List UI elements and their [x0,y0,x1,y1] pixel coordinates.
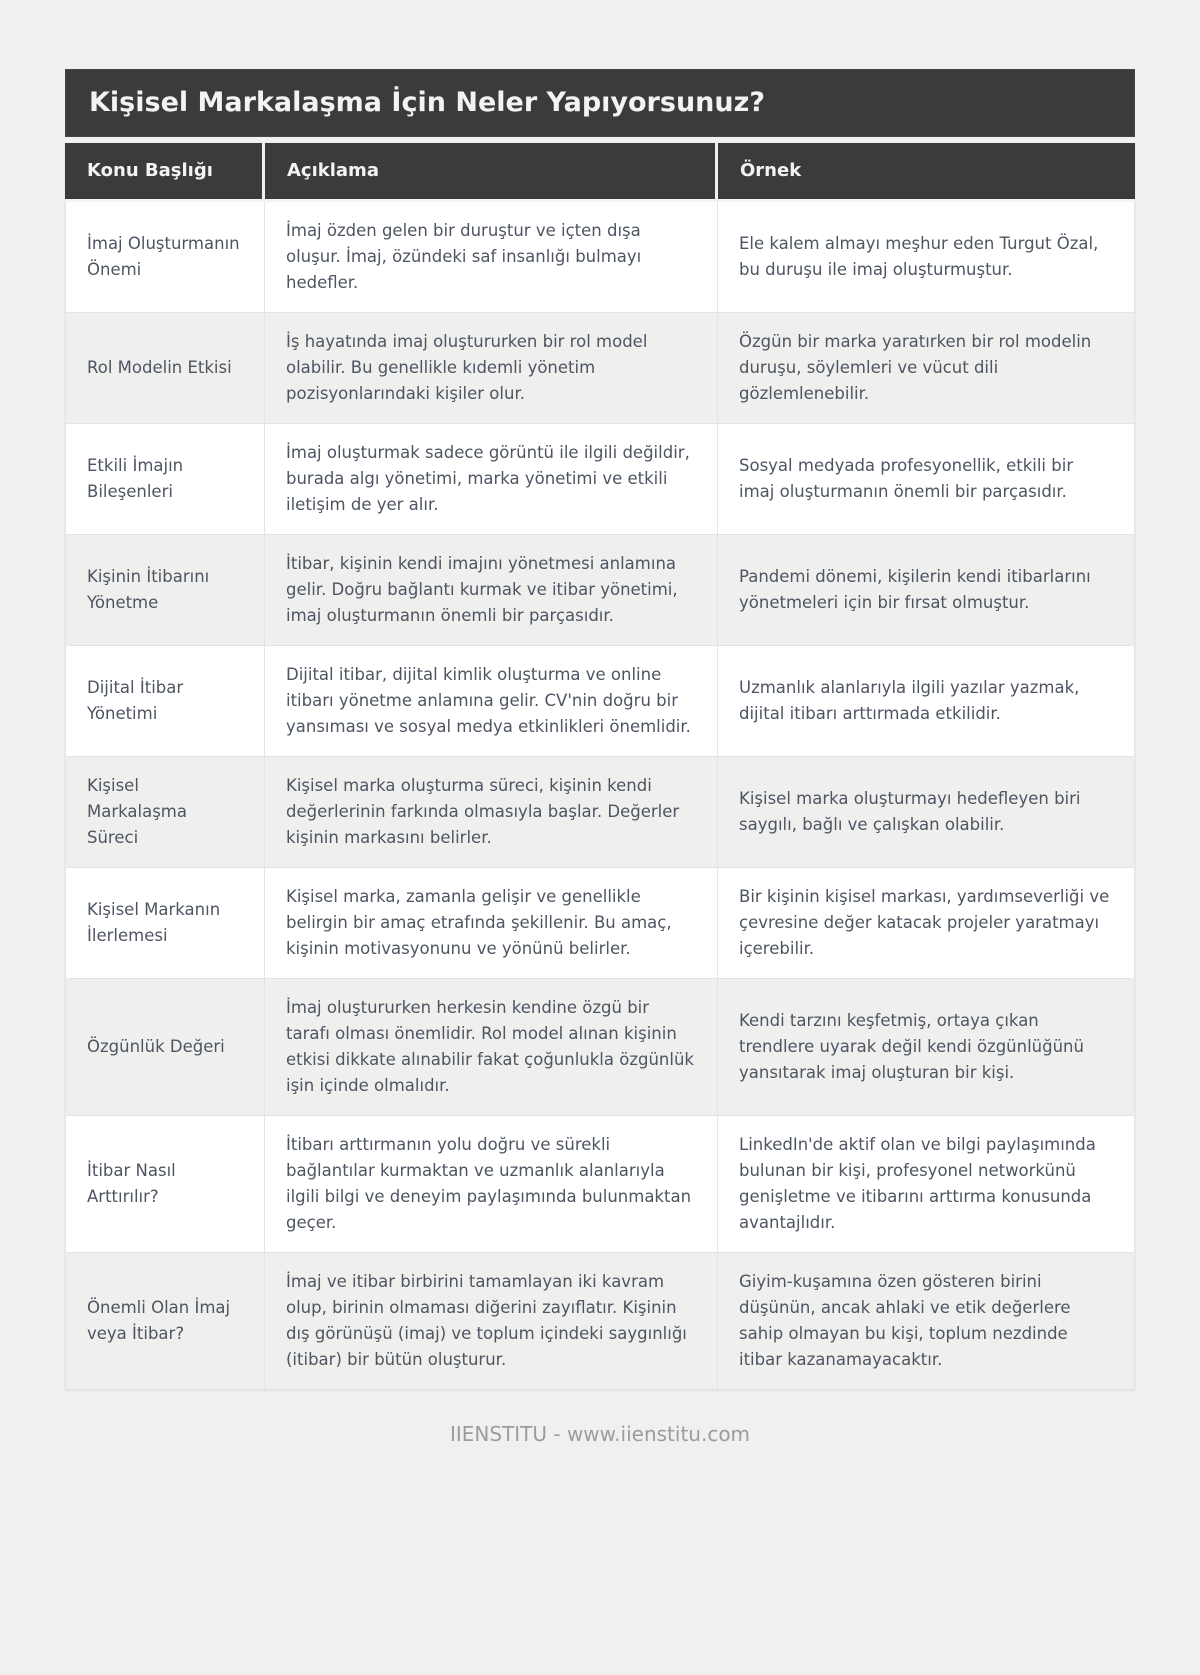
cell-description: Kişisel marka oluşturma süreci, kişinin kendi değerlerinin farkında olmasıyla başlar. Değerler kişinin markasını belirler. [265,757,718,868]
cell-example: Özgün bir marka yaratırken bir rol modelin duruşu, söylemleri ve vücut dili gözlemlenebilir. [718,313,1135,424]
cell-description: İmaj ve itibar birbirini tamamlayan iki kavram olup, birinin olmaması diğerini zayıflatır. Kişinin dış görünüşü (imaj) ve toplum içindeki saygınlığı (itibar) bir bütün oluşturur. [265,1253,718,1390]
cell-example: Ele kalem almayı meşhur eden Turgut Özal, bu duruşu ile imaj oluşturmuştur. [718,202,1135,313]
table-body [65,202,1135,1390]
table-header-row [65,143,1135,202]
cell-topic: Kişisel Markanın İlerlemesi [65,868,265,979]
cell-example: Uzmanlık alanlarıyla ilgili yazılar yazmak, dijital itibarı arttırmada etkilidir. [718,646,1135,757]
cell-description: İmaj oluştururken herkesin kendine özgü bir tarafı olması önemlidir. Rol model alınan kişinin etkisi dikkate alınabilir fakat çoğunlukla özgünlük işin içinde olmalıdır. [265,979,718,1116]
cell-example: Sosyal medyada profesyonellik, etkili bir imaj oluşturmanın önemli bir parçasıdır. [718,424,1135,535]
column-header-description: Açıklama [265,143,718,202]
cell-description: İmaj oluşturmak sadece görüntü ile ilgili değildir, burada algı yönetimi, marka yönetimi ve etkili iletişim de yer alır. [265,424,718,535]
table-row [65,202,1135,313]
cell-example: LinkedIn'de aktif olan ve bilgi paylaşımında bulunan bir kişi, profesyonel networkünü genişletme ve itibarını arttırma konusunda avantajlıdır. [718,1116,1135,1253]
cell-example: Pandemi dönemi, kişilerin kendi itibarlarını yönetmeleri için bir fırsat olmuştur. [718,535,1135,646]
footer-text: IIENSTITU - www.iienstitu.com [449,1422,751,1446]
cell-example: Giyim-kuşamına özen gösteren birini düşünün, ancak ahlaki ve etik değerlere sahip olmayan bu kişi, toplum nezdinde itibar kazanamayacaktır. [718,1253,1135,1390]
cell-topic: Rol Modelin Etkisi [65,313,265,424]
table-row [65,1116,1135,1253]
table-row [65,646,1135,757]
table-row [65,535,1135,646]
cell-example: Kişisel marka oluşturmayı hedefleyen biri saygılı, bağlı ve çalışkan olabilir. [718,757,1135,868]
page-title: Kişisel Markalaşma İçin Neler Yapıyorsunuz? [65,69,1135,137]
cell-topic: İmaj Oluşturmanın Önemi [65,202,265,313]
column-header-example: Örnek [718,143,1135,202]
table-row [65,868,1135,979]
branding-table [65,143,1135,1390]
cell-description: İtibar, kişinin kendi imajını yönetmesi anlamına gelir. Doğru bağlantı kurmak ve itibar yönetimi, imaj oluşturmanın önemli bir parçasıdır. [265,535,718,646]
cell-topic: Kişisel Markalaşma Süreci [65,757,265,868]
table-row [65,424,1135,535]
table-row [65,1253,1135,1390]
cell-topic: Özgünlük Değeri [65,979,265,1116]
cell-description: İş hayatında imaj oluştururken bir rol model olabilir. Bu genellikle kıdemli yönetim pozisyonlarındaki kişiler olur. [265,313,718,424]
table-row [65,313,1135,424]
cell-topic: Kişinin İtibarını Yönetme [65,535,265,646]
cell-topic: Dijital İtibar Yönetimi [65,646,265,757]
cell-topic: Etkili İmajın Bileşenleri [65,424,265,535]
table-row [65,757,1135,868]
cell-description: Kişisel marka, zamanla gelişir ve genellikle belirgin bir amaç etrafında şekillenir. Bu amaç, kişinin motivasyonunu ve yönünü belirler. [265,868,718,979]
cell-topic: Önemli Olan İmaj veya İtibar? [65,1253,265,1390]
cell-example: Kendi tarzını keşfetmiş, ortaya çıkan trendlere uyarak değil kendi özgünlüğünü yansıtarak imaj oluşturan bir kişi. [718,979,1135,1116]
cell-description: İtibarı arttırmanın yolu doğru ve sürekli bağlantılar kurmaktan ve uzmanlık alanlarıyla ilgili bilgi ve deneyim paylaşımında bulunmaktan geçer. [265,1116,718,1253]
branding-table-card [65,0,1135,1486]
table-row [65,979,1135,1116]
cell-example: Bir kişinin kişisel markası, yardımseverliği ve çevresine değer katacak projeler yaratmayı içerebilir. [718,868,1135,979]
cell-topic: İtibar Nasıl Arttırılır? [65,1116,265,1253]
column-header-topic: Konu Başlığı [65,143,265,202]
cell-description: Dijital itibar, dijital kimlik oluşturma ve online itibarı yönetme anlamına gelir. CV'nin doğru bir yansıması ve sosyal medya etkinlikleri önemlidir. [265,646,718,757]
cell-description: İmaj özden gelen bir duruştur ve içten dışa oluşur. İmaj, özündeki saf insanlığı bulmayı hedefler. [265,202,718,313]
